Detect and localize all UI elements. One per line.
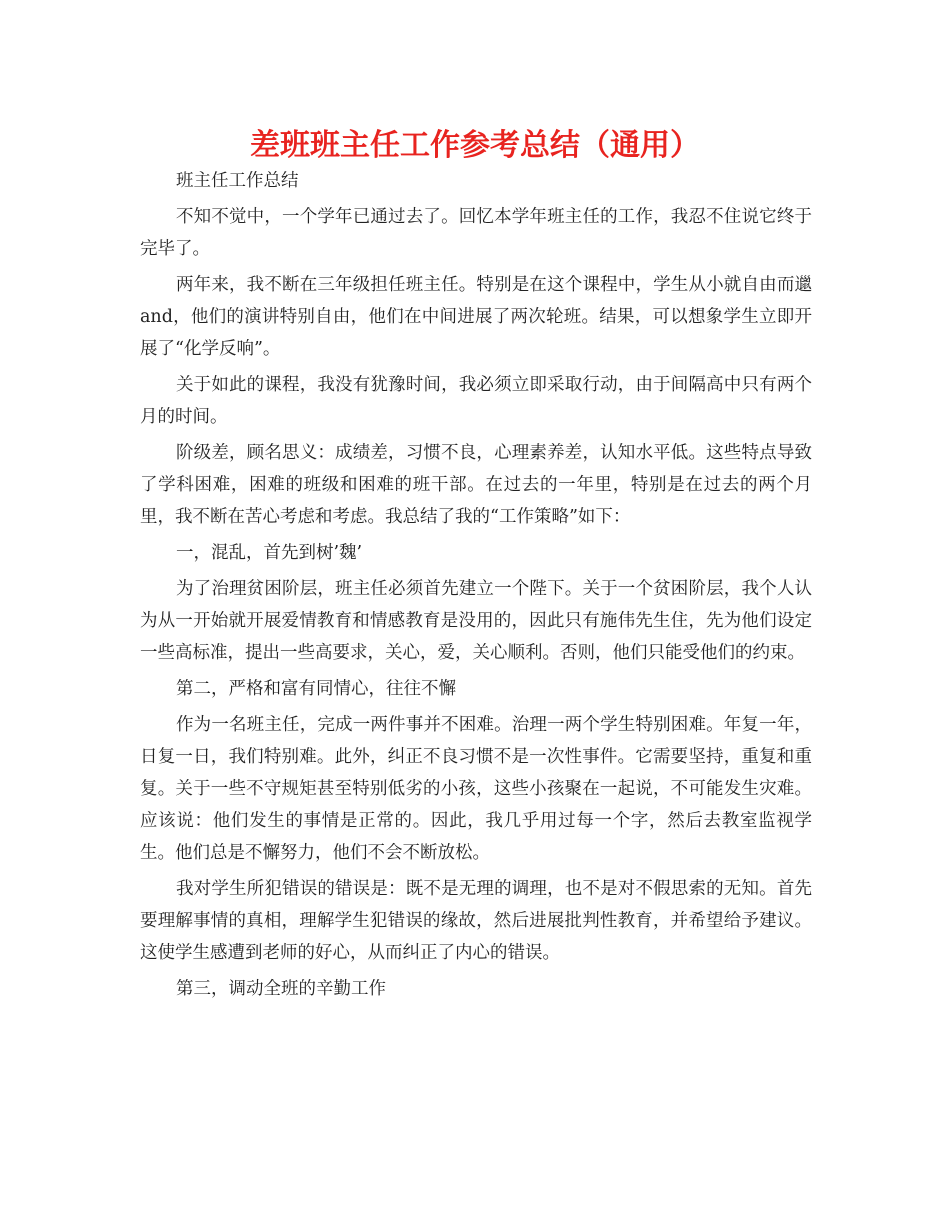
document-title: 差班班主任工作参考总结（通用） [250,128,700,163]
paragraph-heading: 班主任工作总结 [176,171,299,191]
paragraph: 不知不觉中，一个学年已通过去了。回忆本学年班主任的工作，我忍不住说它终于完毕了。 [140,207,812,259]
section-heading: 第二，严格和富有同情心，往往不懈 [176,679,456,699]
document-body [140,165,812,1009]
paragraph: 关于如此的课程，我没有犹豫时间，我必须立即采取行动，由于间隔高中只有两个月的时间。 [140,375,812,427]
paragraph: 我对学生所犯错误的错误是：既不是无理的调理，也不是对不假思索的无知。首先要理解事情的真相，理解学生犯错误的缘故，然后进展批判性教育，并希望给予建议。这使学生感遭到老师的好心，从而纠正了内心的错误。 [140,879,812,963]
paragraph: 阶级差，顾名思义：成绩差，习惯不良，心理素养差，认知水平低。这些特点导致了学科困难，困难的班级和困难的班干部。在过去的一年里，特别是在过去的两个月里，我不断在苦心考虑和考虑。我总结了我的“工作策略”如下： [140,443,812,527]
paragraph: 作为一名班主任，完成一两件事并不困难。治理一两个学生特别困难。年复一年，日复一日，我们特别难。此外，纠正不良习惯不是一次性事件。它需要坚持，重复和重复。关于一些不守规矩甚至特别低劣的小孩，这些小孩聚在一起说，不可能发生灾难。应该说：他们发生的事情是正常的。因此，我几乎用过每一个字，然后去教室监视学生。他们总是不懈努力，他们不会不断放松。 [140,715,812,863]
section-heading: 一，混乱，首先到树’魏’ [176,543,363,563]
paragraph: 为了治理贫困阶层，班主任必须首先建立一个陛下。关于一个贫困阶层，我个人认为从一开始就开展爱情教育和情感教育是没用的，因此只有施伟先生住，先为他们设定一些高标准，提出一些高要求，关心，爱，关心顺利。否则，他们只能受他们的约束。 [140,579,812,663]
paragraph: 两年来，我不断在三年级担任班主任。特别是在这个课程中，学生从小就自由而邋and，他们的演讲特别自由，他们在中间进展了两次轮班。结果，可以想象学生立即开展了“化学反响”。 [140,275,812,359]
section-heading: 第三，调动全班的辛勤工作 [176,979,386,999]
